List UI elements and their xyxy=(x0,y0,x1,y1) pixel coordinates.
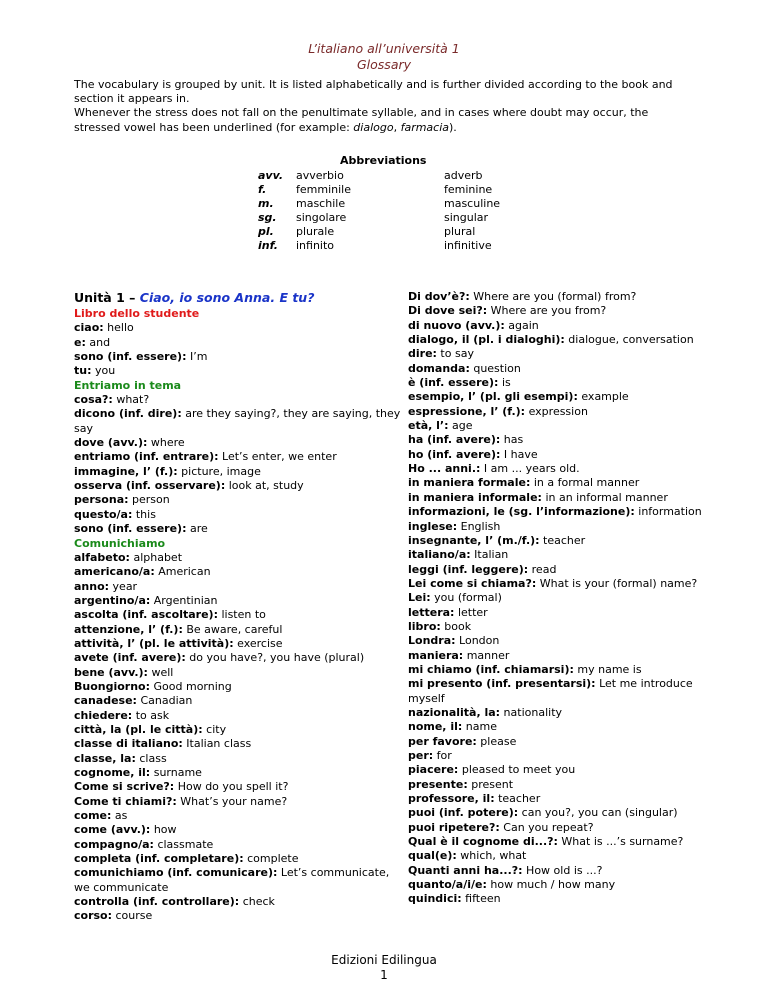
glossary-entry: puoi (inf. potere): can you?, you can (singular) xyxy=(408,806,678,820)
glossary-left-column xyxy=(74,290,404,924)
example-dialogo: dialogo xyxy=(353,120,394,134)
glossary-entry: maniera: manner xyxy=(408,648,510,662)
glossary-entry: alfabeto: alphabet xyxy=(74,550,183,564)
glossary-entry: Come si scrive?: How do you spell it? xyxy=(74,780,289,794)
glossary-entry: completa (inf. completare): complete xyxy=(74,852,299,866)
glossary-entry: americano/a: American xyxy=(74,565,211,579)
glossary-entry: Londra: London xyxy=(408,634,500,648)
glossary-entry: persona: person xyxy=(74,493,170,507)
section-libro-dello-studente: Libro dello studente xyxy=(74,307,200,320)
glossary-entry: sono (inf. essere): I’m xyxy=(74,350,208,364)
glossary-entry: libro: book xyxy=(408,619,472,633)
glossary-entry: Di dove sei?: Where are you from? xyxy=(408,304,607,318)
glossary-entry: italiano/a: Italian xyxy=(408,548,509,562)
entries-group-3 xyxy=(74,551,404,924)
glossary-entry: informazioni, le (sg. l’informazione): information xyxy=(408,505,702,519)
glossary-entry: ha (inf. avere): has xyxy=(408,433,524,447)
glossary-entry: Lei come si chiama?: What is your (formal) name? xyxy=(408,576,698,590)
glossary-entry: tu: you xyxy=(74,364,116,378)
glossary-entry: ciao: hello xyxy=(74,321,134,335)
publisher-name: Edizioni Edilingua xyxy=(331,953,437,967)
glossary-entry: comunichiamo (inf. comunicare): Let’s communicate, we communicate xyxy=(74,866,390,894)
glossary-entry: controlla (inf. controllare): check xyxy=(74,895,275,909)
glossary-entry: per favore: please xyxy=(408,734,517,748)
glossary-entry: come (avv.): how xyxy=(74,823,177,837)
glossary-entry: è (inf. essere): is xyxy=(408,376,511,390)
glossary-entry: dove (avv.): where xyxy=(74,436,185,450)
abbreviations-heading: Abbreviations xyxy=(340,154,427,167)
glossary-entry: osserva (inf. osservare): look at, study xyxy=(74,479,304,493)
glossary-entry: immagine, l’ (f.): picture, image xyxy=(74,464,261,478)
glossary-entry: quindici: fifteen xyxy=(408,892,501,906)
glossary-entry: Di dov’è?: Where are you (formal) from? xyxy=(408,290,637,303)
glossary-entry: corso: course xyxy=(74,909,153,923)
entries-group-right xyxy=(408,290,708,907)
glossary-entry: dire: to say xyxy=(408,347,474,361)
glossary-entry: e: and xyxy=(74,335,111,349)
glossary-entry: di nuovo (avv.): again xyxy=(408,318,539,332)
glossary-entry: piacere: pleased to meet you xyxy=(408,763,576,777)
glossary-entry: leggi (inf. leggere): read xyxy=(408,562,557,576)
glossary-entry: classe di italiano: Italian class xyxy=(74,737,252,751)
glossary-entry: sono (inf. essere): are xyxy=(74,522,208,536)
glossary-entry: classe, la: class xyxy=(74,751,167,765)
entries-group-2 xyxy=(74,393,404,536)
glossary-entry: questo/a: this xyxy=(74,507,156,521)
glossary-entry: età, l’: age xyxy=(408,419,473,433)
glossary-entry: argentino/a: Argentinian xyxy=(74,593,218,607)
glossary-entry: anno: year xyxy=(74,579,138,593)
glossary-entry: dicono (inf. dire): are they saying?, they are saying, they say xyxy=(74,407,401,435)
section-entriamo-in-tema: Entriamo in tema xyxy=(74,378,182,392)
glossary-entry: avete (inf. avere): do you have?, you have (plural) xyxy=(74,651,365,665)
glossary-entry: cosa?: what? xyxy=(74,393,150,407)
glossary-entry: attività, l’ (pl. le attività): exercise xyxy=(74,636,283,650)
intro-text xyxy=(74,78,698,135)
glossary-entry: compagno/a: classmate xyxy=(74,837,214,851)
glossary-entry: mi presento (inf. presentarsi): Let me introduce myself xyxy=(408,677,693,705)
glossary-entry: Lei: you (formal) xyxy=(408,591,502,605)
glossary-right-column xyxy=(408,290,708,907)
glossary-entry: città, la (pl. le città): city xyxy=(74,722,227,736)
glossary-entry: nome, il: name xyxy=(408,720,497,734)
glossary-entry: nazionalità, la: nationality xyxy=(408,705,563,719)
glossary-entry: ascolta (inf. ascoltare): listen to xyxy=(74,608,266,622)
glossary-entry: entriamo (inf. entrare): Let’s enter, we enter xyxy=(74,450,337,464)
glossary-entry: insegnante, l’ (m./f.): teacher xyxy=(408,533,586,547)
unit-heading: Unità 1 – Ciao, io sono Anna. E tu? xyxy=(74,290,315,305)
glossary-entry: esempio, l’ (pl. gli esempi): example xyxy=(408,390,629,404)
glossary-entry: quanto/a/i/e: how much / how many xyxy=(408,878,616,892)
document-title: L’italiano all’università 1 xyxy=(308,41,460,56)
section-comunichiamo: Comunichiamo xyxy=(74,536,166,550)
page-number: 1 xyxy=(380,968,388,982)
intro-paragraph-2: Whenever the stress does not fall on the penultimate syllable, and in cases where doubt may occur, the stressed vowel has been underlined (for example: dialogo, farmacia). xyxy=(74,106,649,134)
glossary-entry: qual(e): which, what xyxy=(408,849,527,863)
glossary-entry: per: for xyxy=(408,749,452,762)
glossary-entry: ho (inf. avere): I have xyxy=(408,447,538,461)
intro-paragraph-1: The vocabulary is grouped by unit. It is listed alphabetically and is further divided according to the book and section it appears in. xyxy=(74,78,673,106)
glossary-entry: in maniera informale: in an informal manner xyxy=(408,490,668,504)
glossary-entry: Quanti anni ha...?: How old is ...? xyxy=(408,863,603,877)
glossary-entry: attenzione, l’ (f.): Be aware, careful xyxy=(74,622,283,636)
glossary-entry: Ho ... anni.: I am ... years old. xyxy=(408,462,580,476)
glossary-entry: inglese: English xyxy=(408,519,501,533)
glossary-entry: professore, il: teacher xyxy=(408,792,541,806)
glossary-entry: mi chiamo (inf. chiamarsi): my name is xyxy=(408,662,642,676)
glossary-entry: puoi ripetere?: Can you repeat? xyxy=(408,820,594,834)
glossary-entry: Buongiorno: Good morning xyxy=(74,679,232,693)
document-subtitle: Glossary xyxy=(356,57,412,72)
entries-group-1 xyxy=(74,321,404,378)
glossary-entry: bene (avv.): well xyxy=(74,665,174,679)
glossary-entry: lettera: letter xyxy=(408,605,488,619)
glossary-entry: Come ti chiami?: What’s your name? xyxy=(74,794,288,808)
glossary-entry: presente: present xyxy=(408,777,514,791)
glossary-entry: come: as xyxy=(74,809,128,823)
glossary-entry: dialogo, il (pl. i dialoghi): dialogue, conversation xyxy=(408,333,694,347)
glossary-entry: chiedere: to ask xyxy=(74,708,170,722)
glossary-entry: domanda: question xyxy=(408,361,521,375)
glossary-entry: cognome, il: surname xyxy=(74,766,202,779)
example-farmacia: farmacia xyxy=(400,120,450,134)
glossary-entry: in maniera formale: in a formal manner xyxy=(408,476,640,490)
glossary-entry: espressione, l’ (f.): expression xyxy=(408,404,588,418)
glossary-entry: Qual è il cognome di...?: What is ...’s surname? xyxy=(408,835,684,849)
glossary-entry: canadese: Canadian xyxy=(74,694,193,708)
